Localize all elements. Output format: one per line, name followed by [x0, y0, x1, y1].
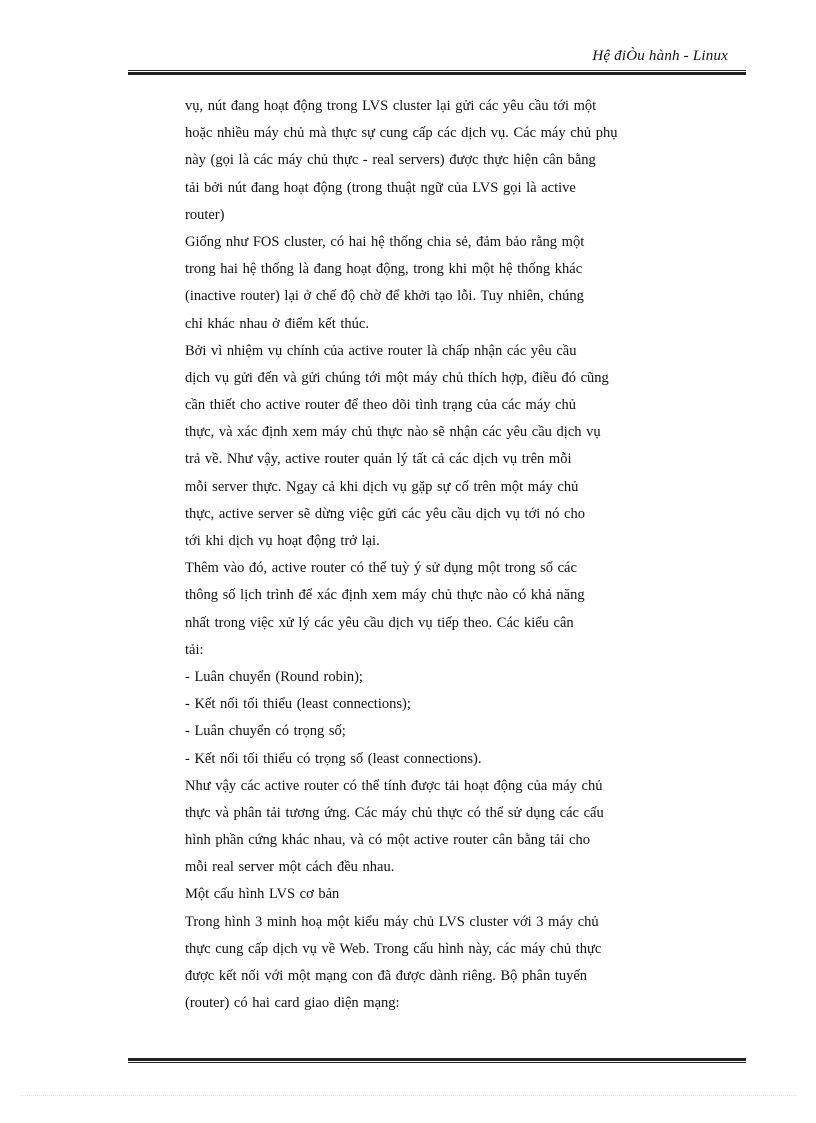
text-line: tải bởi nút đang hoạt động (trong thuật ngữ của LVS gọi là active [185, 179, 576, 196]
text-line: Thêm vào đó, active router có thể tuỳ ý sử dụng một trong số các [185, 560, 577, 577]
text-line: thực cung cấp dịch vụ về Web. Trong cấu hình này, các máy chủ thực [185, 940, 602, 957]
body-text [185, 93, 665, 1017]
text-line: (inactive router) lại ở chế độ chờ để khởi tạo lỗi. Tuy nhiên, chúng [185, 288, 584, 305]
list-item: - Kết nối tối thiểu có trọng số (least connections). [185, 750, 482, 767]
text-line: trả về. Như vậy, active router quản lý tất cả các dịch vụ trên mỗi [185, 451, 572, 468]
text-line: (router) có hai card giao diện mạng: [185, 995, 400, 1012]
text-line: Trong hình 3 minh hoạ một kiểu máy chủ LVS cluster với 3 máy chủ [185, 913, 599, 930]
list-item: - Kết nối tối thiểu (least connections); [185, 696, 411, 713]
text-line: vụ, nút đang hoạt động trong LVS cluster lại gửi các yêu cầu tới một [185, 98, 597, 114]
text-line: mỗi real server một cách đều nhau. [185, 859, 395, 876]
text-line: chỉ khác nhau ở điểm kết thúc. [185, 315, 369, 332]
text-line: được kết nối với một mạng con đã được dành riêng. Bộ phân tuyến [185, 968, 588, 984]
text-line: này (gọi là các máy chủ thực - real servers) được thực hiện cân bằng [185, 152, 596, 169]
footer-double-rule [128, 1058, 746, 1063]
text-line: nhất trong việc xử lý các yêu cầu dịch vụ tiếp theo. Các kiểu cân [185, 614, 574, 631]
text-line: hoặc nhiều máy chủ mà thực sự cung cấp các dịch vụ. Các máy chủ phụ [185, 125, 618, 142]
text-line: cần thiết cho active router để theo dõi tình trạng của các máy chủ [185, 397, 577, 414]
text-line: Bởi vì nhiệm vụ chính của active router là chấp nhận các yêu cầu [185, 342, 577, 359]
text-line: tải: [185, 641, 204, 658]
text-line: thông số lịch trình để xác định xem máy chủ thực nào có khả năng [185, 587, 585, 604]
text-line: hình phần cứng khác nhau, và có một active router cân bằng tải cho [185, 832, 590, 849]
text-line: router) [185, 206, 225, 223]
running-header-title: Hệ điÒu hành - Linux [592, 48, 728, 64]
section-heading: Một cấu hình LVS cơ bản [185, 886, 340, 903]
text-line: thực, và xác định xem máy chủ thực nào sẽ nhận các yêu cầu dịch vụ [185, 424, 601, 441]
list-item: - Luân chuyển có trọng số; [185, 723, 346, 740]
text-line: Như vậy các active router có thể tính được tải hoạt động của máy chủ [185, 777, 603, 794]
text-line: mỗi server thực. Ngay cả khi dịch vụ gặp sự cố trên một máy chủ [185, 478, 579, 495]
list-item: - Luân chuyển (Round robin); [185, 668, 363, 685]
text-line: thực, active server sẽ dừng việc gửi các yêu cầu dịch vụ tới nó cho [185, 505, 585, 522]
text-line: thực và phân tải tương ứng. Các máy chủ thực có thể sử dụng các cấu [185, 804, 604, 821]
text-line: dịch vụ gửi đến và gửi chúng tới một máy chủ thích hợp, điều đó cũng [185, 369, 609, 386]
header-double-rule [128, 70, 746, 75]
text-line: tới khi dịch vụ hoạt động trở lại. [185, 533, 380, 549]
text-line: trong hai hệ thống là đang hoạt động, trong khi một hệ thống khác [185, 261, 583, 278]
page-edge-divider [20, 1095, 796, 1096]
text-line: Giống như FOS cluster, có hai hệ thống chia sẻ, đảm bảo rằng một [185, 233, 585, 250]
